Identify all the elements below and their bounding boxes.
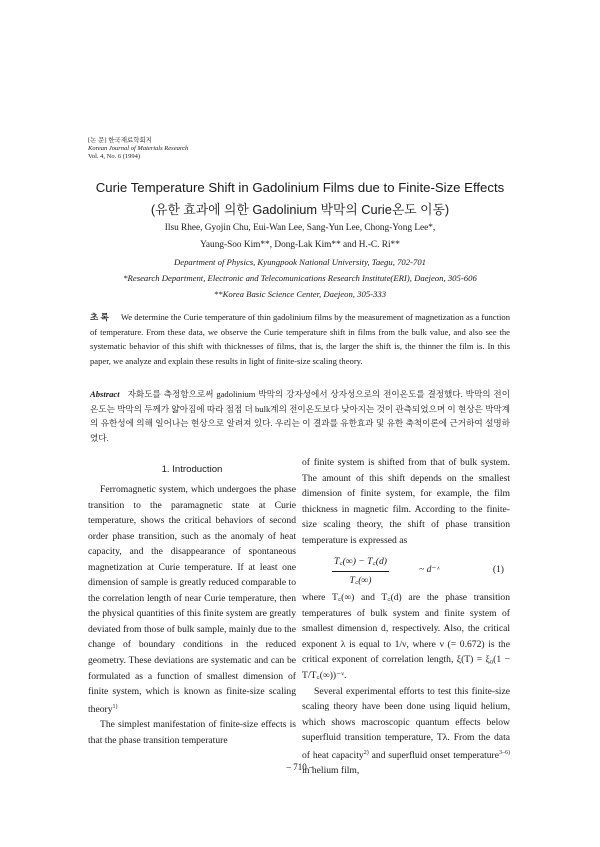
paragraph-text: in helium film, (302, 765, 360, 777)
journal-english-name: Korean Journal of Materials Research (88, 145, 189, 153)
equation-numerator: T꜀(∞) − T꜀(d) (334, 556, 387, 568)
affiliation-3: **Korea Basic Science Center, Daejeon, 305-333 (213, 289, 387, 299)
equation-number: (1) (492, 564, 504, 576)
paragraph-text: and superfluid onset temperature (368, 749, 499, 761)
right-column (302, 455, 510, 779)
journal-volume: Vol. 4, No. 6 (1994) (88, 153, 141, 161)
equation-rhs: ~ d⁻ᶺ (419, 564, 440, 576)
reference-marker: 3–6) (499, 749, 510, 756)
journal-header (88, 137, 188, 162)
author-line-1: Ilsu Rhee, Gyojin Chu, Eui-Wan Lee, Sang-Yun Lee, Chong-Yong Lee*, (164, 223, 436, 233)
abstract-english-label-block (90, 387, 510, 445)
paragraph-text: Several experimental efforts to test this finite-size scaling theory have been done using liquid helium, which shows macroscopic quantum effects below superfluid transition temperature, Tλ. From the data of heat capacity (302, 685, 510, 761)
body-paragraph: of finite system is shifted from that of bulk system. The amount of this shift depends on the smallest dimension of finite system, for example, the film thickness in magnetic film. According to the finite-size scaling theory, the shift of phase transition temperature is expressed as (302, 457, 510, 546)
reference-marker: 1) (112, 703, 118, 710)
left-column (88, 482, 296, 748)
reference-marker: 2) (363, 749, 369, 756)
equation-denominator: T꜀(∞) (349, 574, 372, 586)
body-paragraph: The simplest manifestation of finite-size effects is that the phase transition temperature (88, 719, 296, 746)
affiliation-1: Department of Physics, Kyungpook National University, Taegu, 702-701 (173, 257, 427, 267)
author-line-2: Yaung-Soo Kim**, Dong-Lak Kim** and H.-C. Ri** (200, 240, 400, 250)
page-number: – 710 – (286, 762, 314, 772)
fraction-bar (332, 571, 389, 572)
paper-title-korean: (유한 효과에 의한 Gadolinium 박막의 Curie온도 이동) (150, 202, 450, 217)
equation-1 (302, 552, 510, 588)
body-paragraph: where T꜀(∞) and T꜀(d) are the phase transition temperatures of bulk system and finite system of smallest dimension d, respectively. Also, the critical exponent λ is equal to 1/ν, where ν (= 0.672) is the critical exponent of correlation length, ξ(T) = ξ₀(1 − T/T꜀(∞))⁻ᵛ. (302, 592, 510, 682)
section-heading-introduction: 1. Introduction (161, 464, 223, 475)
abstract-text-korean: 자화도를 측정함으로써 gadolinium 박막의 강자성에서 상자성으로의 전이온도를 결정했다. 박막의 전이온도는 박막의 두께가 얇아짐에 따라 점점 더 bulk계의 전이온도보다 낮아지는 것이 관측되었으며 이 현상은 박막계의 유한성에 의해 일어나는 현상으로 알려져 있다. 우리는 이 결과를 유한효과 및 유한 축척이론에 근거하여 설명하였다. (90, 389, 510, 443)
journal-korean-name: [논 문] 한국재료학회지 (88, 137, 153, 144)
abstract-korean-label-block (90, 310, 510, 368)
abstract-text-english: We determine the Curie temperature of thin gadolinium films by the measurement of magnetization as a function of temperature. From these data, we observe the Curie temperature shift in films from the bulk value, and also see the systematic behavior of this shift with thicknesses of films, that is, the larger the shift is, the thinner the film is. In this paper, we analyze and explain these results in light of finite-size scaling theory. (90, 312, 510, 366)
equation-fraction (332, 554, 389, 588)
body-paragraph (88, 482, 296, 717)
abstract-label-ko: 초 록 (90, 312, 109, 322)
affiliation-2: *Research Department, Electronic and Telecomunications Research Institute(ERI), Daejeon, 305-606 (123, 273, 477, 283)
paragraph-text: Ferromagnetic system, which undergoes the phase transition to the paramagnetic state at Curie temperature, shows the critical behaviors of second order phase transition, such as the anomaly of heat capacity, and the disappearance of spontaneous magnetization at Curie temperature. If at least one dimension of sample is greatly reduced comparable to the correlation length of near Curie temperature, then the physical quantities of this finite system are greatly deviated from those of bulk sample, mainly due to the change of boundary conditions in the reduced geometry. These deviations are systematic and can be formulated as a function of smallest dimension of finite system, which is known as finite-size scaling theory (88, 484, 296, 715)
abstract-label-en: Abstract (90, 389, 120, 399)
paper-title: Curie Temperature Shift in Gadolinium Films due to Finite-Size Effects (95, 180, 505, 195)
